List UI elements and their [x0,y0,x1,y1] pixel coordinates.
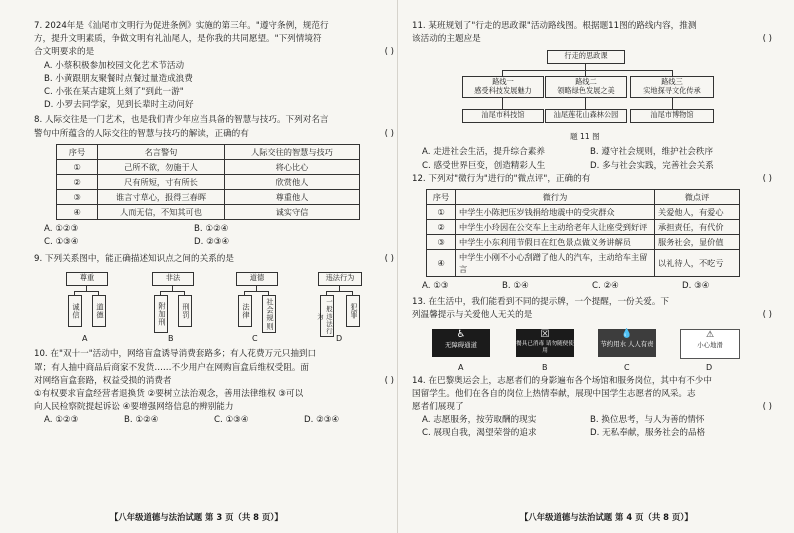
connector-line [160,291,185,292]
q10-answer-paren: ( ) [384,375,394,386]
q8-header-quote: 名言警句 [98,144,225,159]
q11-route1-desc: 感受科技发展魅力 [474,86,532,96]
table-row [427,220,740,235]
connector-line [326,291,353,292]
q12-option-c: C. ②④ [592,281,619,292]
q11-place3-box: 汕尾市博物馆 [630,109,714,123]
q12-option-a: A. ①③ [422,281,449,292]
q11-options-row2 [412,160,784,173]
connector-line [244,291,269,292]
q12-options-row [412,280,784,293]
table-cell: 承担责任，有代价 [655,220,740,235]
table-cell: 中学生小陈把压岁钱捐给地震中的受灾群众 [456,205,655,220]
q11-route1-box [462,76,544,98]
q8-line2: 警句中所蕴含的人际交往的智慧与技巧的解读，正确的有 [34,128,249,139]
q11-line2: 该活动的主题应是 [412,34,481,45]
q13-sign-c [598,329,656,357]
q7-option-c: C. 小张在某古建筑上刻了"到此一游" [44,87,184,98]
table-cell: ② [57,174,98,189]
q9-c-top: 道德 [236,272,278,286]
q10-line3: 对网络盲盒套路，权益受损的消费者 [34,375,172,386]
q9-a-top: 尊重 [66,272,108,286]
right-page-footer: 【八年级道德与法治试题 第 4 页（共 8 页）】 [520,512,693,522]
q14-options-row2 [412,427,784,440]
connector-line [672,97,673,109]
q8-header-no: 序号 [57,144,98,159]
q8-answer-paren: ( ) [384,128,394,139]
q7-line2: 方，提升文明素质，争做文明有礼汕尾人，是你我的共同愿望。"下列情境符 [34,34,322,45]
table-cell: 己所不欲，勿施于人 [98,159,225,174]
q13-line1: 13. 在生活中，我们能看到不同的提示牌，一个提醒，一份关爱。下 [412,297,670,308]
q9-b-child1: 附加刑 [154,295,168,333]
q13-sign-b-text: 餐具已消毒 请勿随便使用 [516,340,574,354]
q12-header-comment: 微点评 [655,190,740,205]
q9-diagrams [34,266,406,348]
q10-option-c: C. ①③④ [214,415,249,426]
q11-route2-desc: 领略绿色发展之美 [557,86,615,96]
q13-sign-a [432,329,490,357]
q8-header-skill: 人际交往的智慧与技巧 [225,144,360,159]
left-page [34,20,406,428]
q9-d-child2: 犯罪 [346,295,360,327]
q9-label-d: D [336,334,343,344]
q7-option-b: B. 小黄跟朋友聚餐时点餐过量造成浪费 [44,73,193,84]
q13-answer-paren: ( ) [762,310,772,321]
connector-line [585,63,586,70]
q11-place1-box: 汕尾市科技馆 [462,109,544,123]
table-cell: 诚实守信 [225,204,360,219]
q12-line1: 12. 下列对"微行为"进行的"微点评"，正确的有 [412,173,591,184]
table-row [57,204,360,219]
connector-line [502,97,503,109]
table-cell: 谁言寸草心，报得三春晖 [98,189,225,204]
q9-c-child2: 社会规则 [262,295,276,333]
table-row [57,174,360,189]
table-cell: 尺有所短，寸有所长 [98,174,225,189]
q10-option-a: A. ①②③ [44,415,79,426]
q14-option-b: B. 换位思考，与人为善的情怀 [590,415,705,426]
q9-answer-paren: ( ) [384,254,394,265]
q11-option-a: A. 走进社会生活，提升综合素养 [422,147,545,158]
q10-line2: 罩；有人抽中商品后商家不发货……不少用户在网购盲盒后维权受阻。面 [34,362,310,373]
q12-table [426,189,740,277]
q9-line1: 9. 下列关系图中，能正确描述知识点之间的关系的是 [34,254,234,265]
q13-label-a: A [458,362,464,372]
left-page-footer: 【八年级道德与法治试题 第 3 页（共 8 页）】 [110,512,283,522]
q14-line1: 14. 在巴黎奥运会上，志愿者们的身影遍布各个场馆和服务岗位，其中有不少中 [412,375,712,386]
q12-header-behavior: 微行为 [456,190,655,205]
q7-answer-paren: ( ) [384,47,394,58]
table-cell: ① [57,159,98,174]
table-cell: 中学生小刚不小心刮蹭了他人的汽车，主动给车主留言 [456,250,655,277]
q14-option-d: D. 无私奉献，服务社会的品格 [590,428,706,439]
q10-line4: ①有权要求盲盒经营者退换货 ②要树立法治观念，善用法律维权 ③可以 [34,389,304,400]
q10-line5: 向人民检察院提起诉讼 ④要增强网络信息的辨别能力 [34,402,234,413]
q9-d-top: 违法行为 [318,272,362,286]
q8-option-d: D. ②③④ [194,237,230,248]
q11-route2-title: 路线二 [575,77,597,87]
q13-signs [412,323,784,371]
table-cell: 人而无信，不知其可也 [98,204,225,219]
q10-option-b: B. ①②④ [124,415,159,426]
table-row [427,235,740,250]
q13-label-c: C [624,362,630,372]
q13-label-b: B [542,362,548,372]
water-drop-icon: 💧 [621,328,633,339]
connector-line [502,70,672,71]
q10-option-d: D. ②③④ [304,415,340,426]
q11-route3-desc: 实地探寻文化传承 [643,86,701,96]
q14-option-a: A. 志愿服务，按劳取酬的现实 [422,415,537,426]
q11-figure-caption: 题 11 图 [570,132,600,142]
table-cell: 中学生小东利用节假日在红色景点做义务讲解员 [456,235,655,250]
q9-c-child1: 法律 [238,295,252,327]
table-row [427,250,740,277]
q11-option-d: D. 多与社会实践，完善社会关系 [590,160,714,171]
connector-line [74,291,99,292]
right-page [412,20,784,441]
q13-sign-d [680,329,740,359]
q10-options-row [34,414,406,427]
q8-options-row1 [34,223,406,236]
q11-root-box: 行走的思政课 [547,50,625,64]
q13-sign-d-text: 小心地滑 [697,340,723,349]
q9-label-c: C [252,334,258,344]
q12-option-d: D. ③④ [682,281,710,292]
q13-sign-b [516,329,574,357]
q11-route1-title: 路线一 [492,77,514,87]
table-cell: 欣赏他人 [225,174,360,189]
table-cell: ② [427,220,456,235]
table-row [57,159,360,174]
table-row [427,205,740,220]
q12-option-b: B. ①④ [502,281,529,292]
q14-options-row1 [412,414,784,427]
q11-route2-box [545,76,627,98]
table-cell: ① [427,205,456,220]
q13-sign-a-text: 无障碍通道 [445,340,477,349]
q13-line2: 列温馨提示与关爱他人无关的是 [412,310,533,321]
table-cell: 以礼待人，不吃亏 [655,250,740,277]
table-cell: 将心比心 [225,159,360,174]
connector-line [585,97,586,109]
q11-route-diagram [412,46,784,146]
table-cell: 服务社会，显价值 [655,235,740,250]
q11-answer-paren: ( ) [762,34,772,45]
q7-option-d: D. 小罗去同学家，见到长辈时主动问好 [44,100,194,111]
q14-line2: 国留学生。他们在各自的岗位上热情奉献，展现中国学生志愿者的风采。志 [412,388,696,399]
q9-d-child1: 一般违法行为 [320,295,334,337]
q11-route3-box [630,76,714,98]
q11-options-row1 [412,146,784,159]
q12-header-no: 序号 [427,190,456,205]
wheelchair-icon: ♿ [456,328,466,340]
table-cell: ③ [57,189,98,204]
q9-label-a: A [82,334,88,344]
q9-label-b: B [168,334,174,344]
table-cell: 中学生小玲因在公交车上主动给老年人让座受到好评 [456,220,655,235]
q7-line1: 7. 2024年是《汕尾市文明行为促进条例》实施的第三年。"遵守条例，规范行 [34,21,329,31]
q9-b-top: 非法 [152,272,194,286]
q11-place2-box: 汕尾莲花山森林公园 [545,109,627,123]
q9-b-child2: 刑罚 [178,295,192,327]
q11-route3-title: 路线三 [661,77,683,87]
q7-line3: 合文明要求的是 [34,47,95,58]
q11-option-b: B. 遵守社会规则，维护社会秩序 [590,147,714,158]
q11-option-c: C. 感受世界巨变，创造精彩人生 [422,160,546,171]
table-row [57,189,360,204]
table-cell: ④ [57,204,98,219]
q8-line1: 8. 人际交往是一门艺术，也是我们青少年应当具备的智慧与技巧。下列对名言 [34,115,329,126]
q9-a-child2: 道德 [92,295,106,327]
q8-option-c: C. ①③④ [44,237,79,248]
q12-answer-paren: ( ) [762,173,772,184]
q13-sign-c-text: 节约用水 人人有责 [600,339,654,348]
slip-warning-icon: ⚠ [705,329,715,340]
table-cell: 尊重他人 [225,189,360,204]
table-header-row [427,190,740,205]
table-cell: 关爱他人，有爱心 [655,205,740,220]
q8-options-row2 [34,236,406,249]
q11-line1: 11. 某班规划了"行走的思政课"活动路线图。根据题11图的路线内容，推测 [412,21,697,31]
no-entry-icon: ☒ [540,328,550,340]
q14-option-c: C. 展现自我，渴望荣誉的追求 [422,428,537,439]
q8-option-b: B. ①②④ [194,223,229,234]
q10-line1: 10. 在"双十一"活动中，网络盲盒诱导消费套路多；有人花费万元只抽到口 [34,349,317,360]
table-cell: ③ [427,235,456,250]
q7-option-a: A. 小蔡积极参加校园文化艺术节活动 [44,60,185,71]
q14-answer-paren: ( ) [762,402,772,413]
q8-option-a: A. ①②③ [44,223,79,234]
q9-a-child1: 诚信 [68,295,82,327]
q13-label-d: D [706,362,713,372]
table-header-row [57,144,360,159]
table-cell: ④ [427,250,456,277]
q8-table [56,144,360,220]
q14-line3: 愿者们展现了 [412,402,464,413]
